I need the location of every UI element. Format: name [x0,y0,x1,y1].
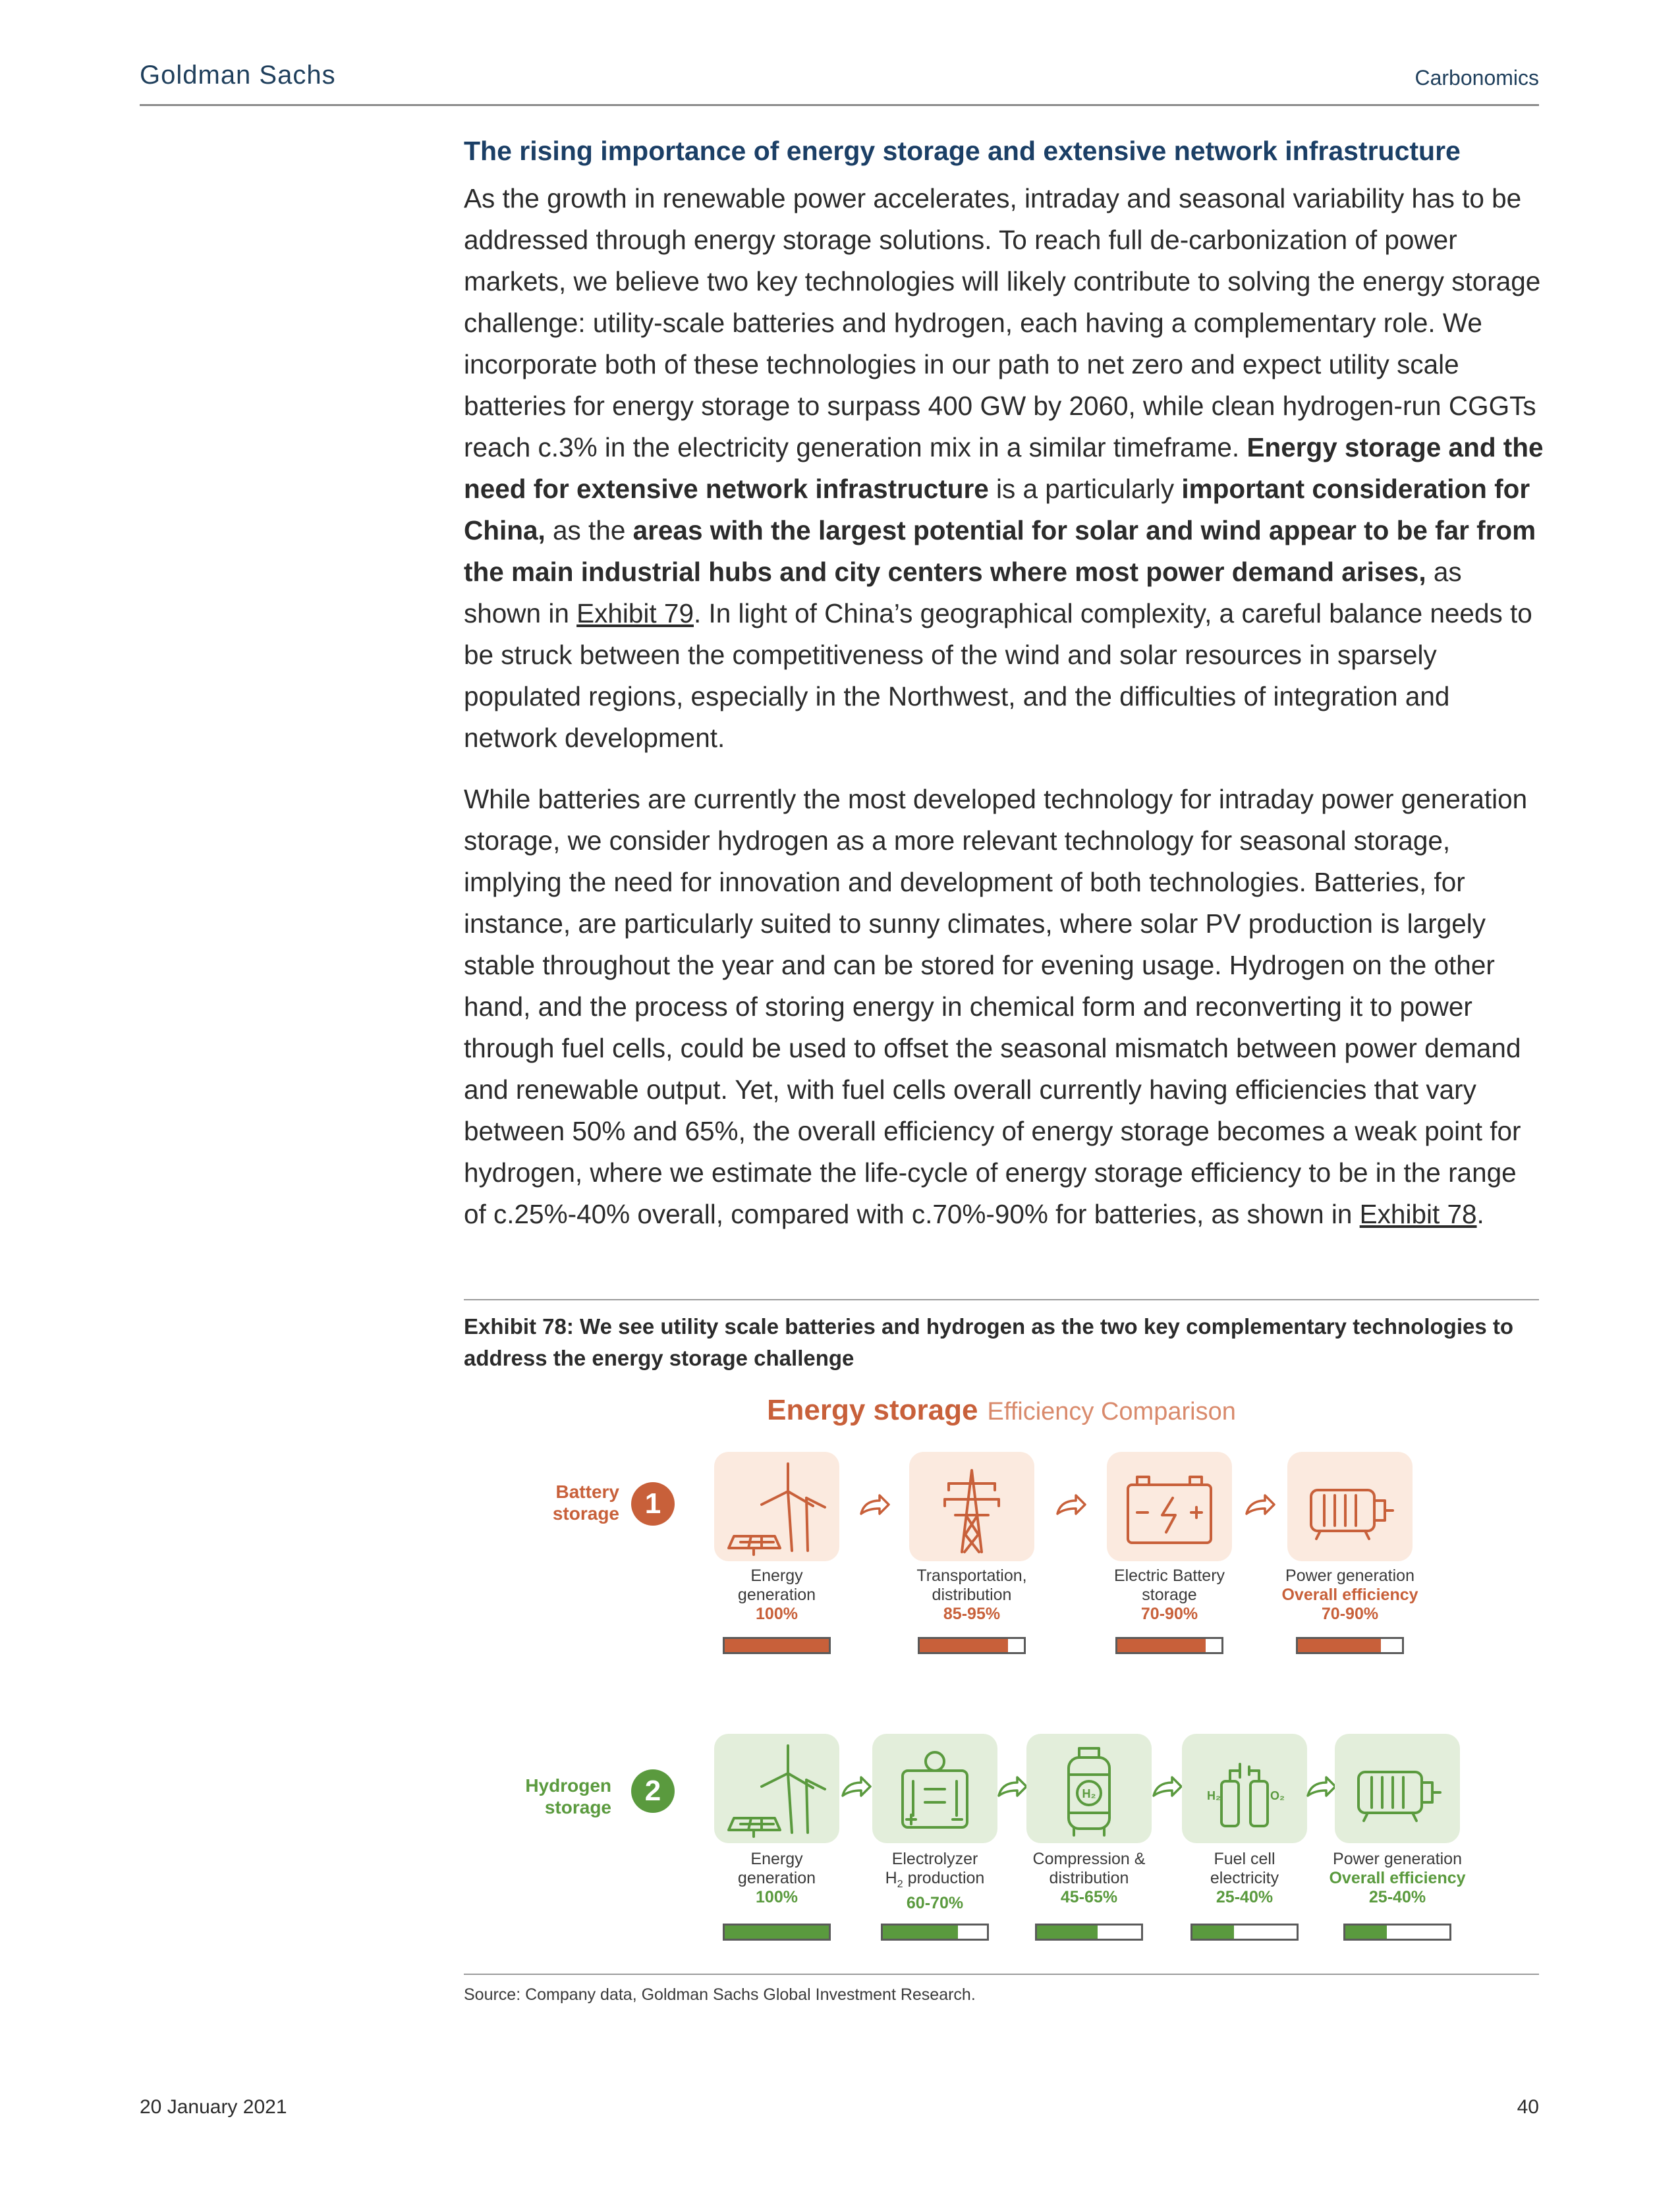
hydrogen-step-3-efficiency: 45-65% [1060,1888,1118,1906]
header-series: Carbonomics [1414,66,1539,90]
motor-icon [1287,1452,1413,1561]
battery-step-4-efficiency-bar [1296,1637,1404,1654]
battery-step-2-efficiency-fill [920,1639,1008,1652]
hydrogen-row-label [506,1775,611,1818]
hydrogen-step-2-efficiency-bar [881,1924,989,1941]
exhibit-78-link[interactable]: Exhibit 78 [1359,1199,1477,1229]
battery-flow-arrow-icon [1243,1491,1277,1520]
figure-title-main: Energy storage [767,1394,978,1426]
para1-text-2: is a particularly [988,474,1182,504]
para1-text-5: . In light of China’s geographical complexity, a careful balance needs to be struck between the competitiveness of the wind and solar resources in sparsely populated regions, especially in the Northwest, and the difficulties of integration and network development. [464,598,1532,753]
hydrogen-step-1-efficiency: 100% [756,1888,798,1906]
battery-overall-efficiency-label: Overall efficiency [1281,1586,1418,1604]
battery-step-2-tile [909,1452,1034,1561]
svg-text:O₂: O₂ [1270,1789,1285,1802]
battery-step-4-efficiency-fill [1298,1639,1381,1652]
exhibit-divider [464,1299,1539,1300]
battery-step-1-label [701,1566,853,1624]
battery-step-3-efficiency-fill [1117,1639,1206,1652]
hydrogen-step-3-name-2: distribution [1049,1869,1129,1887]
battery-step-1-name-2: generation [737,1586,816,1604]
para2-text: While batteries are currently the most developed technology for intraday power generation storage, we consider hydrogen as a more relevant technology for seasonal storage, implying the need for innovation and development of both technologies. Batteries, for instance, are particularly suited to sunny climates, where solar PV production is largely stable throughout the year and can be stored for evening usage. Hydrogen on the other hand, and the process of storing energy in chemical form and reconverting it to power through fuel cells, could be used to offset the seasonal mismatch between power demand and renewable output. Yet, with fuel cells overall currently having efficiencies that vary between 50% and 65%, the overall efficiency of energy storage becomes a weak point for hydrogen, where we estimate the life-cycle of energy storage efficiency to be in the range of c.25%-40% overall, compared with c.70%-90% for batteries, as shown in [464,784,1528,1229]
hydrogen-step-3-name: Compression & [1032,1850,1146,1868]
exhibit-79-link[interactable]: Exhibit 79 [576,598,694,628]
hydrogen-step-1-efficiency-bar [723,1924,831,1941]
hydrogen-overall-efficiency-label: Overall efficiency [1329,1869,1466,1887]
fuel-cell-icon [1182,1734,1307,1843]
hydrogen-label-line1: Hydrogen [525,1775,611,1796]
para1-text: As the growth in renewable power accelerates, intraday and seasonal variability has to be addressed through energy storage solutions. To reach full de-carbonization of power markets, we believe two key technologies will likely contribute to solving the energy storage challenge: utility-scale batteries and hydrogen, each having a complementary role. We incorporate both of these technologies in our path to net zero and expect utility scale batteries for energy storage to surpass 400 GW by 2060, while clean hydrogen-run CGGTs reach c.3% in the electricity generation mix in a similar timeframe. [464,183,1541,462]
hydrogen-step-4-label [1169,1850,1320,1907]
battery-step-4-efficiency: 70-90% [1321,1605,1379,1623]
battery-step-1-efficiency-bar [723,1637,831,1654]
h2-tank-icon [1026,1734,1152,1843]
hydrogen-step-4-efficiency-fill [1192,1926,1234,1939]
battery-step-3-label [1094,1566,1245,1624]
hydrogen-step-4-efficiency: 25-40% [1216,1888,1274,1906]
hydrogen-step-2-tile [872,1734,997,1843]
para1-text-4: as shown in [464,557,1462,628]
battery-step-1-efficiency: 100% [756,1605,798,1623]
battery-step-2-efficiency: 85-95% [943,1605,1001,1623]
hydrogen-step-4-name: Fuel cell [1214,1850,1275,1868]
battery-row-label [514,1481,619,1524]
battery-flow-arrow-icon [1053,1491,1088,1520]
hydrogen-step-3-tile [1026,1734,1152,1843]
battery-icon [1107,1452,1232,1561]
para1-bold-1: Energy storage and the need for extensive network infrastructure [464,432,1544,504]
battery-step-3-name-2: storage [1142,1586,1197,1604]
hydrogen-step-3-efficiency-bar [1035,1924,1143,1941]
hydrogen-step-3-efficiency-fill [1037,1926,1098,1939]
para2-text-2: . [1476,1199,1484,1229]
hydrogen-step-5-name: Power generation [1333,1850,1462,1868]
battery-step-2-efficiency-bar [918,1637,1026,1654]
hydrogen-step-5-efficiency-fill [1345,1926,1387,1939]
hydrogen-step-5-tile [1335,1734,1460,1843]
battery-step-4-name: Power generation [1285,1566,1414,1585]
hydrogen-step-4-efficiency-bar [1190,1924,1299,1941]
hydrogen-step-5-efficiency: 25-40% [1368,1888,1426,1906]
body-paragraph-1 [464,178,1544,759]
hydrogen-step-1-name: Energy [750,1850,803,1868]
transmission-tower-icon [909,1452,1034,1561]
battery-step-3-efficiency-bar [1115,1637,1223,1654]
svg-text:H₂: H₂ [1207,1789,1221,1802]
hydrogen-flow-arrow-icon [1304,1773,1338,1802]
battery-step-2-name: Transportation, [916,1566,1027,1585]
wind-solar-icon [714,1452,839,1561]
header-divider [140,104,1539,106]
tank-h2-label: H₂ [1082,1787,1096,1800]
battery-step-3-tile [1107,1452,1232,1561]
battery-step-3-name: Electric Battery [1113,1566,1225,1585]
hydrogen-step-2-efficiency-fill [883,1926,958,1939]
page-number: 40 [1517,2096,1539,2118]
hydrogen-step-4-name-2: electricity [1210,1869,1279,1887]
hydrogen-step-1-tile [714,1734,839,1843]
hydrogen-step-4-tile [1182,1734,1307,1843]
hydrogen-step-1-efficiency-fill [725,1926,829,1939]
header-brand: Goldman Sachs [140,61,336,90]
source-note: Source: Company data, Goldman Sachs Global Investment Research. [464,1985,976,2004]
exhibit-title: Exhibit 78: We see utility scale batteries and hydrogen as the two key complementary technologies to address the energy storage challenge [464,1314,1514,1370]
hydrogen-step-2-name-2: H [885,1869,897,1887]
battery-step-2-name-2: distribution [932,1586,1012,1604]
hydrogen-step-1-name-2: generation [737,1869,816,1887]
figure-title [464,1394,1539,1427]
figure-title-sub: Efficiency Comparison [987,1398,1236,1426]
para1-bold-2: important consideration for China, [464,474,1530,545]
battery-step-4-label [1274,1566,1426,1624]
battery-label-line1: Battery [555,1482,619,1502]
source-divider [464,1974,1539,1975]
hydrogen-label-line2: storage [544,1797,611,1817]
hydrogen-step-5-efficiency-bar [1343,1924,1451,1941]
battery-step-2-label [896,1566,1048,1624]
hydrogen-flow-arrow-icon [995,1773,1029,1802]
battery-step-1-efficiency-fill [725,1639,829,1652]
para1-text-3: as the [545,515,633,545]
section-title: The rising importance of energy storage and extensive network infrastructure [464,136,1461,166]
hydrogen-step-2-name-3: production [903,1869,985,1887]
hydrogen-step-2-efficiency: 60-70% [906,1894,964,1912]
wind-solar-icon [714,1734,839,1843]
battery-step-3-efficiency: 70-90% [1140,1605,1198,1623]
electrolyzer-icon [872,1734,997,1843]
footer-date: 20 January 2021 [140,2096,287,2118]
h2-subscript: 2 [897,1879,903,1890]
body-paragraph-2 [464,779,1544,1235]
hydrogen-step-1-label [701,1850,853,1907]
battery-step-number: 1 [631,1482,675,1526]
hydrogen-step-5-label [1322,1850,1473,1907]
battery-flow-arrow-icon [857,1491,891,1520]
hydrogen-step-2-name: Electrolyzer [891,1850,978,1868]
hydrogen-flow-arrow-icon [1150,1773,1184,1802]
hydrogen-step-3-label [1013,1850,1165,1907]
energy-storage-infographic [464,1383,1539,1963]
motor-icon [1335,1734,1460,1843]
para1-bold-3: areas with the largest potential for solar and wind appear to be far from the main industrial hubs and city centers where most power demand arises, [464,515,1536,587]
battery-step-4-tile [1287,1452,1413,1561]
battery-label-line2: storage [552,1503,619,1524]
battery-step-1-name: Energy [750,1566,803,1585]
hydrogen-step-2-label [859,1850,1011,1913]
hydrogen-step-number: 2 [631,1769,675,1813]
hydrogen-flow-arrow-icon [839,1773,873,1802]
battery-step-1-tile [714,1452,839,1561]
